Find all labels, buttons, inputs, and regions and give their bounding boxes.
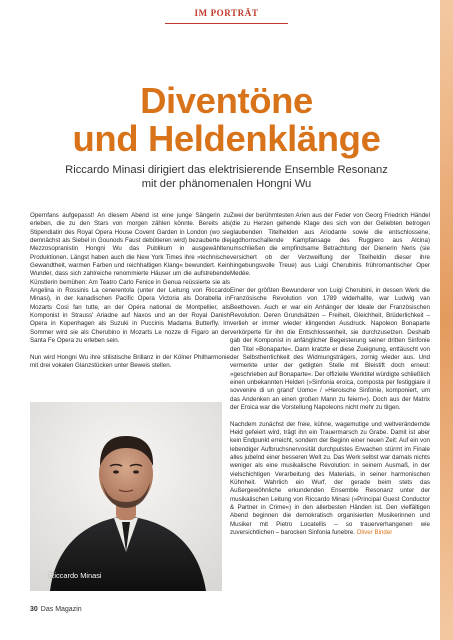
subheadline bbox=[0, 164, 453, 191]
section-kicker: IM PORTRÄT bbox=[194, 8, 259, 18]
page-number: 30 bbox=[30, 606, 38, 613]
photo-caption: Riccardo Minasi bbox=[49, 571, 102, 580]
right-column bbox=[230, 212, 430, 537]
subheadline-line-2: mit der phänomenalen Hongni Wu bbox=[141, 177, 312, 190]
right-paragraph-2: Einer der größten Bewunderer von Luigi Cherubini, in dessen Werk die Französische Revolution von 1789 widerhallte, war Ludwig van Beethoven. Auch er war ein Anhänger der Ideale der Französischen Revolution. Deren Grundsätzen – Freiheit, Gleichheit, Brüderlichkeit – verlieh er immer wieder klingenden Ausdruck. Napoleon Bonaparte verkörperte für ihn die Entschlossenheit, sie durchzusetzen. Deshalb gab der Komponist in anfänglicher Begeisterung seiner dritten Sinfonie den Titel »Bonaparte«. Dann kratzte er diese Zueignung, enttäuscht von der Selbstherrlichkeit des Widmungsträgers, zornig wieder aus. Und vermerkte unter der getilgten Stelle mit Bleistift doch erneut: »geschrieben auf Bonaparte«. Der offizielle Werktitel würdigte schließlich einen unbekannten Helden (»Sinfonia eroica, composta per festiggiare il sovvenire di un grand' Uomo« / »Heroische Sinfonie, komponiert, um das Andenken an einen großen Mann zu feiern«). Doch aus der Matrix der Eroica war die Vorstellung Napoleons nicht mehr zu tilgen. bbox=[230, 287, 430, 411]
headline-line-1: Diventöne bbox=[140, 80, 313, 121]
conductor-photo bbox=[30, 402, 222, 591]
portrait-illustration bbox=[30, 402, 222, 591]
page-edge-strip bbox=[440, 0, 453, 640]
page-folio bbox=[30, 606, 82, 613]
left-paragraph-2: Nun wird Hongni Wu ihre stilistische Brillanz in der Kölner Philharmonie mit drei vokalen Glanzstücken unter Beweis stellen. bbox=[30, 353, 230, 370]
author-credit: Oliver Binder bbox=[356, 529, 393, 537]
right-paragraph-3-text: Nachdem zunächst der freie, kühne, wagemutige und weltverändernde Held gefeiert wird, trägt ihn ein Trauermarsch zu Grabe. Damit ist aber kein Endpunkt erreicht, sondern der Beginn einer neuen Zeit: Auf ein von lebendiger Aufbruchsnervosität durchpulstes Erwachen stürmt im Finale alles jubelnd einer besseren Welt zu. Das Werk selbst war damals nichts weniger als eine musikalische Revolution: in seinem Ausmaß, in der vielschichtigen Verarbeitung des Materials, in seiner harmonischen Kühnheit. Wahrlich ein Wurf, der gerade beim stets das Außergewöhnliche erkundenden Ensemble Resonanz unter der musikalischen Leitung von Riccardo Minasi (»Principal Guest Conductor & Partner in Crime«) in den allerbesten Händen ist. Den vielfältigen Abend beginnen die demokratisch organisierten Musikerinnen und Musiker mit Pietro Locatellis – so trauerverhangenen wie zuversichtlichen – barocken Sinfonia funebre. bbox=[230, 420, 430, 537]
kicker-divider bbox=[165, 23, 288, 24]
subheadline-line-1: Riccardo Minasi dirigiert das elektrisierende Ensemble Resonanz bbox=[65, 164, 388, 176]
magazine-name: Das Magazin bbox=[40, 606, 82, 613]
right-paragraph-3 bbox=[230, 421, 430, 538]
right-paragraph-1: Zwei der berühmtesten Arien aus der Feder von Georg Friedrich Händel (die zu Herzen gehende Klage des sich von der Geliebten betrogen glaubenden Titelhelden aus Ariodante sowie die entschlossene, jagdhornschallende Kampfansage des Ruggiero aus Alcina) umschließen die empfindsame Betrachtung der Dienerin Neris (sie versichert ob der Verzweiflung der Titelheldin dieser ihre hingebungsvolle Treue) aus Luigi Cherubinis frühromantischer Oper Medée. bbox=[230, 212, 430, 278]
left-column bbox=[30, 212, 230, 371]
left-paragraph-1: Opernfans aufgepasst! An diesem Abend ist eine junge Sängerin zu erleben, die zu den Stars von morgen zählen könnte. Bereits als Stipendiatin des Royal Opera House Covent Garden in London (wo sie demnächst als Siebel in Gounods Faust debütieren wird) bezauberte die Mezzosopranistin Hongni Wu das Publikum in ausgewählten Produktionen. Längst haben auch die New York Times ihre »technische Gewandtheit, warmen Farben und reichhaltigen Klang« bewundert. Kein Wunder, dass sich zahlreiche renommierte Häuser um die aufstrebende Künstlerin bemühen: Am Teatro Carlo Fenice in Genua reüssierte sie als Angelina in Rossinis La cenerentola (unter der Leitung von Riccardo Minasi), in der kanadischen Pacific Opera Victoria als Dorabella in Mozarts Così fan tutte, an der Opéra national de Montpellier, als Komponist in Strauss' Ariadne auf Naxos und an der Royal Danish Opera in Kopenhagen als Suzuki in Puccinis Madama Butterfly. Im Sommer wird sie als Cherubino in Mozarts Le nozze di Figaro an der Santa Fe Opera zu erleben sein. bbox=[30, 212, 230, 345]
headline-line-2: und Heldenklänge bbox=[72, 118, 381, 159]
headline bbox=[0, 82, 453, 158]
